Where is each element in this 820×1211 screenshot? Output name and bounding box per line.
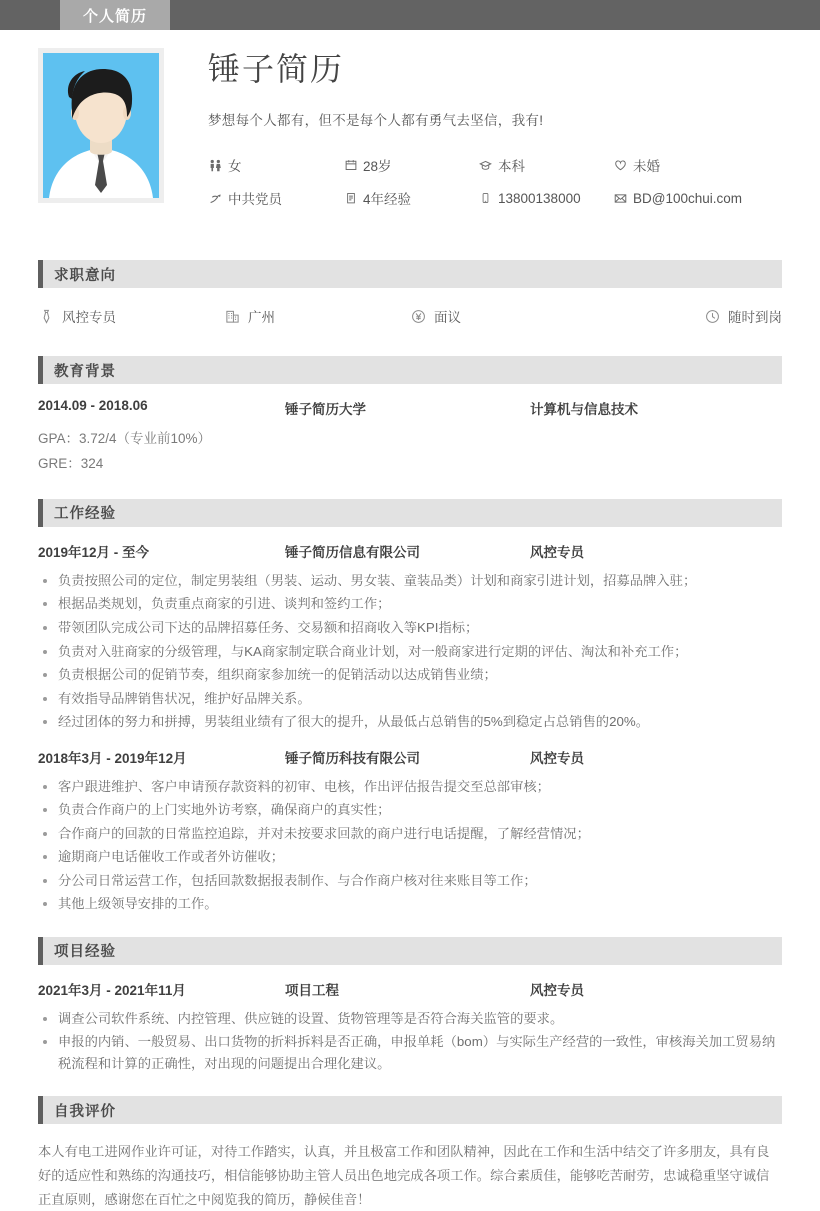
yen-circle-icon — [410, 308, 427, 325]
avatar-photo — [43, 53, 159, 198]
list-item: 分公司日常运营工作，包括回款数据报表制作、与合作商户核对往来账目等工作； — [38, 870, 782, 892]
list-item: 负责根据公司的促销节奏，组织商家参加统一的促销活动以达成销售业绩； — [38, 664, 782, 686]
entry-header — [38, 979, 782, 999]
education-detail-gre: GRE：324 — [38, 455, 104, 471]
heart-icon — [613, 158, 628, 173]
entry-header — [38, 398, 782, 418]
self-evaluation-text: 本人有电工进网作业许可证，对待工作踏实，认真，并且极富工作和团队精神，因此在工作和生活中结交了许多朋友，具有良好的适应性和熟练的沟通技巧，相信能够协助主管人员出色地完成各项工作。综合素质佳，能够吃苦耐劳，忠诚稳重坚守诚信正直原则，感谢您在百忙之中阅览我的简历，静候佳音！ — [38, 1144, 770, 1207]
list-item: 其他上级领导安排的工作。 — [38, 893, 782, 915]
section-title: 教育背景 — [54, 363, 116, 380]
entry-role: 风控专员 — [530, 982, 584, 998]
info-value: 4年经验 — [363, 192, 412, 208]
info-item-age — [343, 155, 478, 175]
section-title: 自我评价 — [54, 1103, 116, 1120]
info-item-political-status — [208, 188, 343, 208]
personal-info-grid — [208, 155, 782, 208]
section-header-evaluation — [38, 1096, 782, 1124]
list-item: 负责合作商户的上门实地外访考察，确保商户的真实性； — [38, 799, 782, 821]
list-item: 客户跟进维护、客户申请预存款资料的初审、电核，作出评估报告提交至总部审核； — [38, 776, 782, 798]
list-item: 逾期商户电话催收工作或者外访催收； — [38, 846, 782, 868]
entry-header — [38, 541, 782, 561]
section-header-project — [38, 937, 782, 965]
entry-date: 2014.09 - 2018.06 — [38, 398, 148, 413]
info-value: BD@100chui.com — [633, 190, 743, 206]
intention-city — [224, 306, 410, 326]
info-value: 中共党员 — [228, 192, 282, 208]
list-item: 带领团队完成公司下达的品牌招募任务、交易额和招商收入等KPI指标； — [38, 617, 782, 639]
list-item: 经过团体的努力和拼搏，男装组业绩有了很大的提升，从最低占总销售的5%到稳定占总销售的20%。 — [38, 711, 782, 733]
project-bullet-list — [38, 1008, 782, 1075]
list-item: 根据品类规划，负责重点商家的引进、谈判和签约工作； — [38, 593, 782, 615]
education-detail-gpa: GPA：3.72/4（专业前10%） — [38, 431, 212, 446]
candidate-name: 锤子简历 — [208, 51, 345, 87]
info-value: 13800138000 — [498, 190, 581, 206]
entry-organization: 锤子简历科技有限公司 — [285, 750, 420, 766]
info-item-phone — [478, 188, 613, 208]
profile-header — [38, 30, 782, 238]
window-title-bar — [0, 0, 820, 30]
section-header-education — [38, 356, 782, 384]
title-bar-spacer — [0, 0, 60, 30]
section-header-intention — [38, 260, 782, 288]
clock-icon — [704, 308, 721, 325]
list-item: 调查公司软件系统、内控管理、供应链的设置、货物管理等是否符合海关监管的要求。 — [38, 1008, 782, 1030]
intention-position — [38, 306, 224, 326]
info-item-email — [613, 188, 782, 208]
gender-icon — [208, 158, 223, 173]
list-item: 有效指导品牌销售状况，维护好品牌关系。 — [38, 688, 782, 710]
entry-role: 风控专员 — [530, 544, 584, 560]
clipboard-icon — [343, 191, 358, 206]
section-title: 工作经验 — [54, 506, 116, 523]
document-title-tab: 个人简历 — [60, 0, 170, 30]
entry-date: 2018年3月 - 2019年12月 — [38, 750, 187, 766]
entry-organization: 项目工程 — [285, 982, 339, 998]
entry-major: 计算机与信息技术 — [530, 402, 638, 417]
section-title: 求职意向 — [54, 267, 116, 284]
entry-role: 风控专员 — [530, 750, 584, 766]
info-value: 未婚 — [633, 159, 660, 175]
candidate-tagline: 梦想每个人都有，但不是每个人都有勇气去坚信，我有! — [208, 113, 544, 129]
list-item: 合作商户的回款的日常监控追踪，并对未按要求回款的商户进行电话提醒，了解经营情况； — [38, 823, 782, 845]
intention-value: 面议 — [434, 310, 461, 325]
entry-date: 2021年3月 - 2021年11月 — [38, 982, 186, 998]
intention-value: 随时到岗 — [728, 310, 782, 325]
profile-details — [164, 48, 782, 208]
entry-organization: 锤子简历大学 — [285, 402, 366, 417]
list-item: 申报的内销、一般贸易、出口货物的折料拆料是否正确，申报单耗（bom）与实际生产经营的一致性，审核海关加工贸易纳税流程和计算的正确性，对出现的问题提出合理化建议。 — [38, 1031, 782, 1074]
work-bullet-list — [38, 570, 782, 733]
intention-availability — [596, 306, 782, 326]
info-item-marital-status — [613, 155, 782, 175]
intention-value: 风控专员 — [62, 310, 116, 325]
building-icon — [224, 308, 241, 325]
resume-page — [0, 30, 820, 1211]
info-value: 女 — [228, 159, 242, 175]
info-item-experience — [343, 188, 478, 208]
intention-value: 广州 — [248, 310, 275, 325]
info-value: 本科 — [498, 159, 525, 175]
info-item-education — [478, 155, 613, 175]
work-bullet-list — [38, 776, 782, 915]
section-header-work — [38, 499, 782, 527]
calendar-icon — [343, 158, 358, 173]
phone-icon — [478, 191, 493, 206]
tie-icon — [38, 308, 55, 325]
project-entry — [38, 979, 782, 1075]
job-intention-row — [38, 302, 782, 334]
section-title: 项目经验 — [54, 944, 116, 961]
work-entry — [38, 747, 782, 915]
envelope-icon — [613, 191, 628, 206]
entry-organization: 锤子简历信息有限公司 — [285, 544, 420, 560]
entry-date: 2019年12月 - 至今 — [38, 544, 150, 560]
avatar-frame — [38, 48, 164, 203]
list-item: 负责对入驻商家的分级管理，与KA商家制定联合商业计划，对一般商家进行定期的评估、淘汰和补充工作； — [38, 641, 782, 663]
education-cap-icon — [478, 158, 493, 173]
info-value: 28岁 — [363, 159, 392, 175]
work-entry — [38, 541, 782, 733]
list-item: 负责按照公司的定位，制定男装组（男装、运动、男女装、童装品类）计划和商家引进计划，招募品牌入驻； — [38, 570, 782, 592]
info-item-gender — [208, 155, 343, 175]
party-emblem-icon — [208, 191, 223, 206]
entry-header — [38, 747, 782, 767]
education-entry — [38, 398, 782, 477]
intention-salary — [410, 306, 596, 326]
